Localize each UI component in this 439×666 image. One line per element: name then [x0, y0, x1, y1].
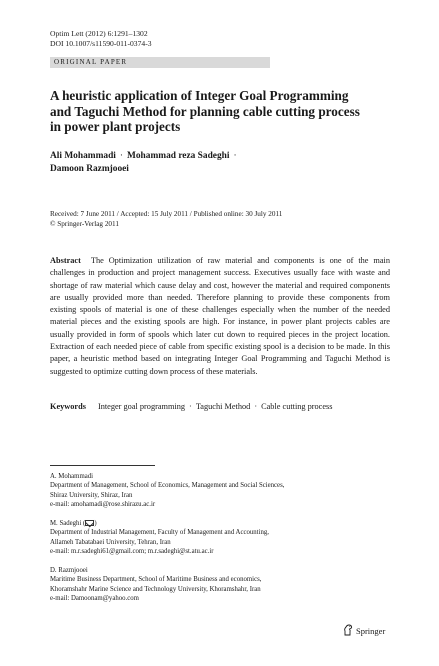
- footnote-divider: [50, 465, 155, 466]
- affiliation-sadeghi: [50, 519, 390, 556]
- received-line: Received: 7 June 2011 / Accepted: 15 July 2011 / Published online: 30 July 2011: [50, 210, 283, 218]
- affiliation-author-suffix: ): [94, 520, 97, 527]
- keyword: Taguchi Method: [195, 402, 251, 411]
- author-name: Mohammad reza Sadeghi: [127, 151, 230, 161]
- affiliation-line: Maritime Business Department, School of Maritime Business and economics,: [50, 576, 262, 584]
- affiliation-author: M. Sadeghi (: [50, 520, 86, 527]
- affiliation-email: e-mail: amohamadi@rose.shirazu.ac.ir: [50, 500, 156, 508]
- copyright-line: © Springer-Verlag 2011: [50, 220, 119, 228]
- publisher-logo: [343, 624, 385, 637]
- keywords-section: [50, 401, 390, 412]
- abstract-section: [50, 255, 390, 378]
- affiliation-line: Department of Industrial Management, Faculty of Management and Accounting,: [50, 529, 269, 537]
- abstract-heading: Abstract: [50, 256, 81, 265]
- affiliation-line: Allameh Tabatabaei University, Tehran, Iran: [50, 538, 171, 546]
- abstract-text: The Optimization utilization of raw material and components is one of the main challenges in production and project management success. Executives usually face with waste and shortage of raw material which cause delay and cost, however the material and required components are usually provided more than needed. Therefore planning to provide these components from existing spools of material is one of these challenges especially when the number of the needed material pieces and the existing spools are high. For instance, in power plant projects cables are usually provided in form of spools which later cut down to required pieces in the project location. Extraction of each needed piece of cable from specific existing spool is a decision to be made. In this paper, a heuristic method based on integrating Integer Goal Programming and Taguchi Method is suggested to optimize cutting down process of these materials.: [50, 256, 390, 376]
- keyword-separator: ·: [189, 402, 192, 411]
- citation-line: Optim Lett (2012) 6:1291–1302: [50, 29, 148, 38]
- author-name: Ali Mohammadi: [50, 151, 116, 161]
- keyword: Integer goal programming: [97, 402, 186, 411]
- affiliation-author: A. Mohammadi: [50, 473, 94, 480]
- title-line: in power plant projects: [50, 119, 181, 134]
- affiliation-razmjooei: [50, 566, 390, 603]
- affiliation-email: e-mail: Damoonam@yahoo.com: [50, 594, 139, 602]
- affiliation-mohammadi: [50, 472, 390, 509]
- paper-title: [50, 88, 380, 135]
- affiliation-line: Shiraz University, Shiraz, Iran: [50, 491, 133, 499]
- author-name: Damoon Razmjooei: [50, 164, 129, 174]
- keywords-heading: Keywords: [50, 402, 86, 411]
- affiliation-email: e-mail: m.r.sadeghi61@gmail.com; m.r.sadeghi@st.atu.ac.ir: [50, 547, 214, 555]
- title-line: A heuristic application of Integer Goal Programming: [50, 88, 349, 103]
- keyword-separator: ·: [254, 402, 258, 411]
- publication-dates: [50, 209, 282, 229]
- envelope-icon: [85, 520, 97, 527]
- author-separator: ·: [233, 151, 237, 161]
- publisher-name: Springer: [356, 626, 386, 636]
- journal-citation: [50, 29, 152, 49]
- keyword: Cable cutting process: [261, 402, 333, 411]
- affiliation-line: Department of Management, School of Economics, Management and Social Sciences,: [50, 482, 285, 490]
- springer-horse-icon: [343, 624, 353, 636]
- article-type-banner: ORIGINAL PAPER: [50, 57, 270, 68]
- author-separator: ·: [119, 151, 124, 161]
- title-line: and Taguchi Method for planning cable cutting process: [50, 103, 360, 119]
- doi-line: DOI 10.1007/s11590-011-0374-3: [50, 39, 152, 48]
- author-list: [50, 150, 390, 176]
- affiliation-line: Khoramshahr Marine Science and Technology University, Khoramshahr, Iran: [50, 585, 261, 593]
- affiliation-author: D. Razmjooei: [50, 567, 88, 574]
